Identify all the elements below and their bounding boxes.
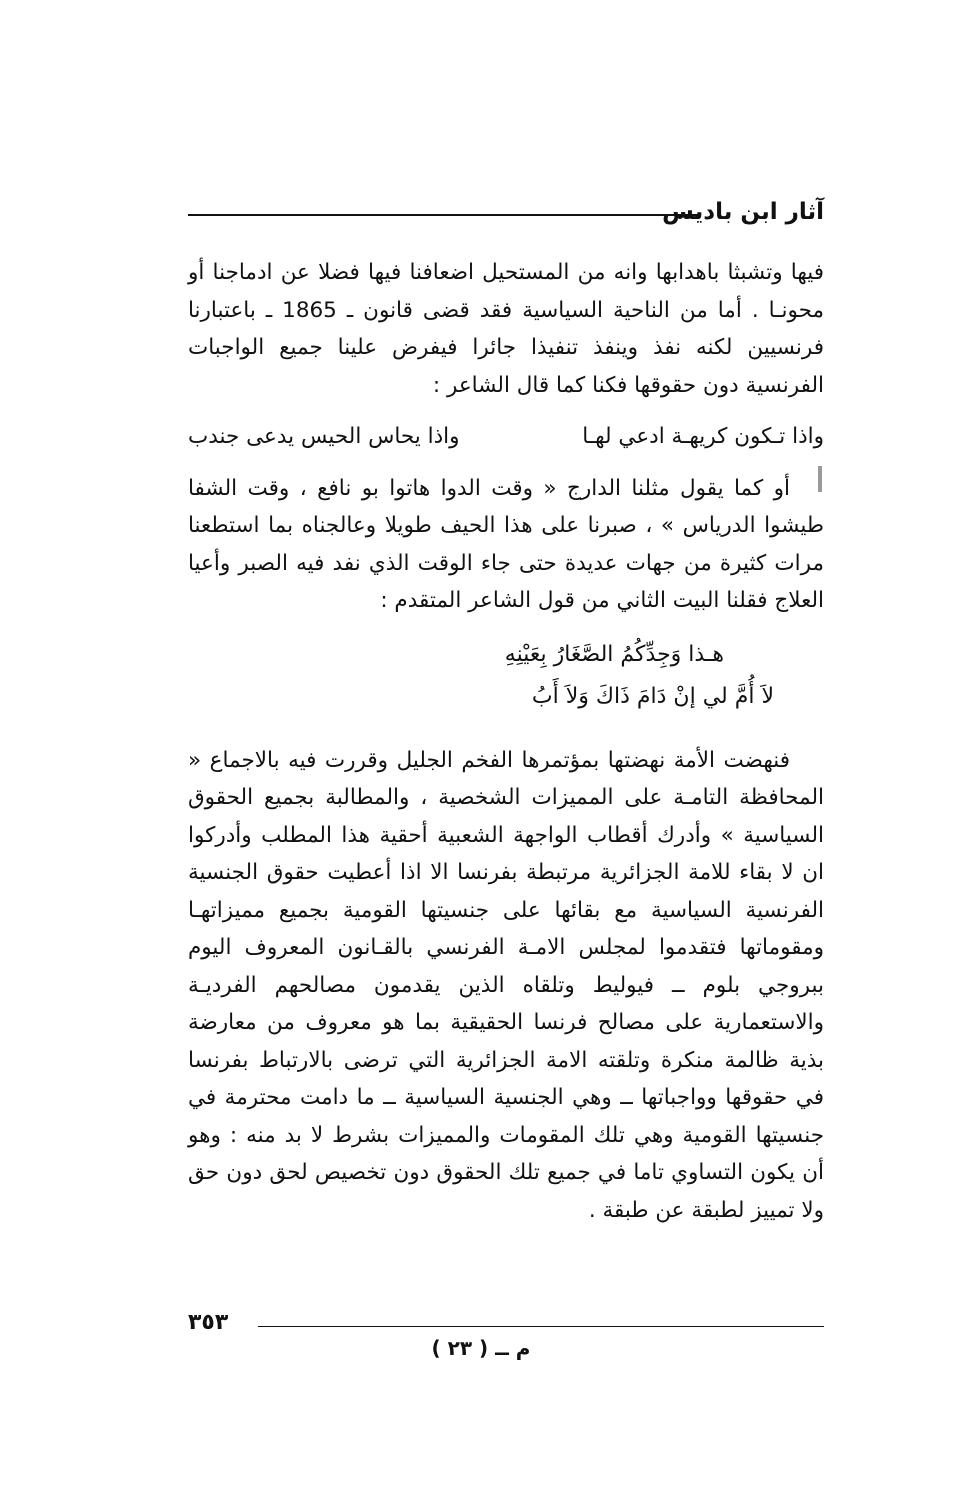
verse-1-right-hemistich: واذا تـكون كريهـة ادعي لهـا: [582, 424, 824, 449]
verse-2: [188, 634, 824, 718]
running-header: [188, 196, 824, 232]
verse-2-line-1: هـذا وَجِدِّكُمُ الصَّغَارُ بِعَيْنِهِ: [504, 641, 724, 667]
verse-2-line-2: لاَ أُمَّ لي إنْ دَامَ ذَاكَ وَلاَ أَبُ: [531, 683, 774, 709]
body-text: [188, 254, 824, 1229]
page-number: ٣٥٣: [188, 1310, 229, 1335]
signature-mark: م ــ ( ٢٣ ): [431, 1336, 531, 1360]
header-rule: [188, 214, 700, 216]
verse-1-left-hemistich: واذا يحاس الحيس يدعى جندب: [188, 424, 460, 449]
paragraph-2: أو كما يقول مثلنا الدارج « وقت الدوا هاتوا بو نافع ، وقت الشفا طيشوا الدرياس » ، صبرنا على هذا الحيف طويلا وعالجناه بما استطعنا مرات كثيرة من جهات عديدة حتى جاء الوقت الذي نفد فيه الصبر وأعيا العلاج فقلنا البيت الثاني من قول الشاعر المتقدم :: [188, 475, 824, 613]
header-title: آثار ابن باديس: [662, 199, 824, 225]
paragraph-3: فنهضت الأمة نهضتها بمؤتمرها الفخم الجليل وقررت فيه بالاجماع « المحافظة التامـة على المميزات الشخصية ، والمطالبة بجميع الحقوق السياسية » وأدرك أقطاب الواجهة الشعبية أحقية هذا المطلب وأدركوا ان لا بقاء للامة الجزائرية مرتبطة بفرنسا الا اذا أعطيت حقوق الجنسية الفرنسية السياسية مع بقائها على جنسيتها القومية بجميع مميزاتهـا ومقوماتها فتقدموا لمجلس الامـة الفرنسي بالقـانون المعروف اليوم ببروجي بلوم ــ فيوليط وتلقاه الذين يقدمون مصالحهم الفرديـة والاستعمارية على مصالح فرنسا الحقيقية بما هو معروف من معارضة بذية ظالمة منكرة وتلقته الامة الجزائرية التي ترضى بالارتباط بفرنسا في حقوقها وواجباتها ــ وهي الجنسية السياسية ــ ما دامت محترمة في جنسيتها القومية وهي تلك المقومات والمميزات بشرط لا بد منه : وهو أن يكون التساوي تاما في جميع تلك الحقوق دون تخصيص لحق دون حق ولا تمييز لطبقة عن طبقة .: [188, 747, 824, 1223]
footer-rule: [258, 1326, 824, 1327]
paragraph-1: فيها وتشبثا باهدابها وانه من المستحيل اضعافنا فيها فضلا عن ادماجنا أو محونـا . أما من الناحية السياسية فقد قضى قانون ـ 1865 ـ باعتبارنا فرنسيين لكنه نفذ وينفذ تنفيذا جائرا فيفرض علينا جميع الواجبات الفرنسية دون حقوقها فكنا كما قال الشاعر :: [188, 260, 824, 398]
verse-1: [188, 418, 824, 456]
